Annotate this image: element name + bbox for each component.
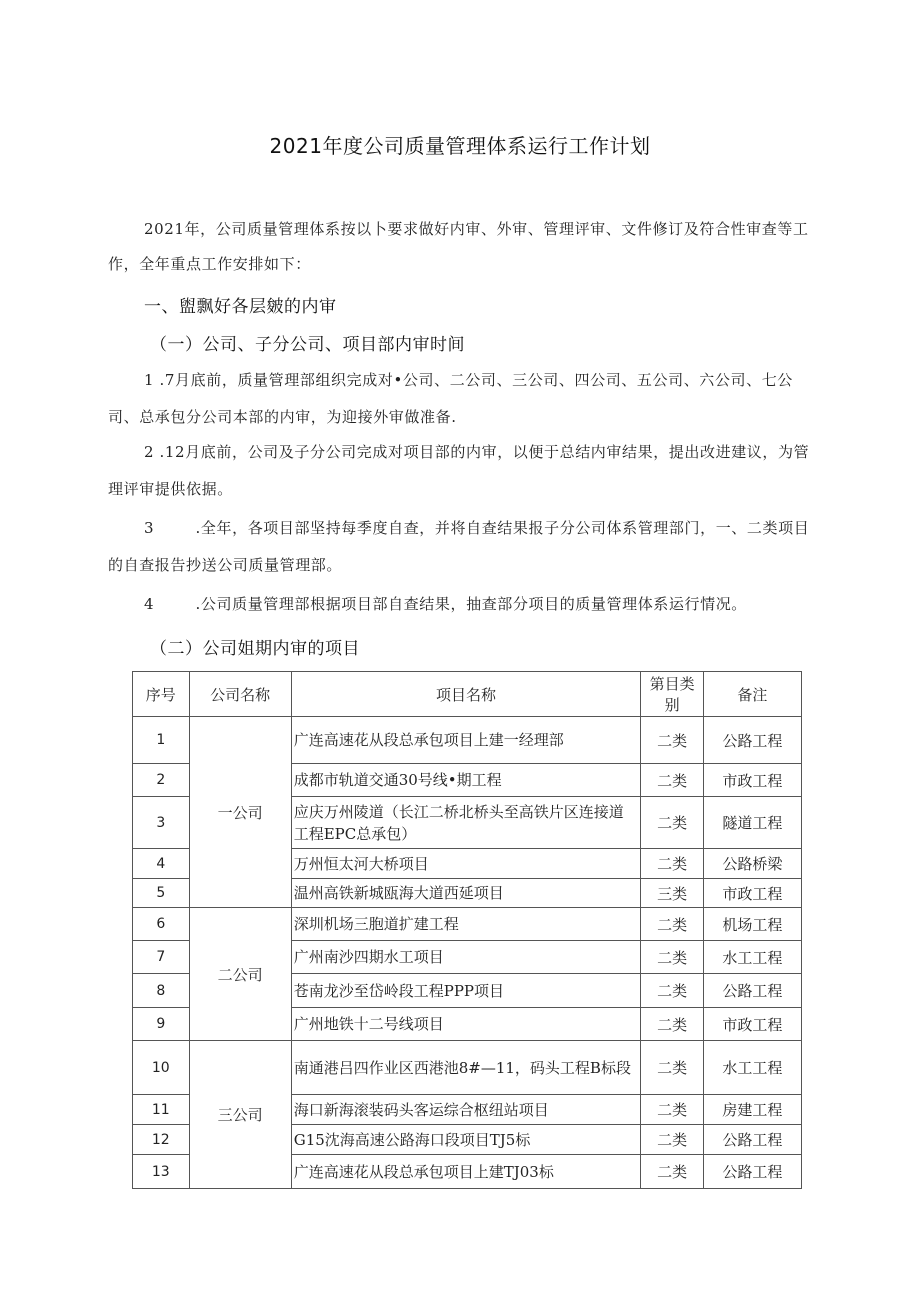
- project-category: 二类: [641, 941, 704, 974]
- row-no: 9: [133, 1008, 190, 1041]
- list-item-text: .12月底前，公司及子分公司完成对项目部的内审，以便于总结内审结果，提出改进建议，为管理评审提供依据。: [108, 443, 810, 498]
- page-title: 2021年度公司质量管理体系运行工作计划: [269, 134, 651, 158]
- row-no: 8: [133, 974, 190, 1008]
- project-category: 二类: [641, 849, 704, 879]
- project-name: 广连高速花从段总承包项目上建TJ03标: [291, 1155, 641, 1189]
- project-note: 机场工程: [703, 908, 801, 941]
- project-category: 二类: [641, 908, 704, 941]
- list-item: [108, 362, 818, 436]
- list-item-number: 4: [144, 595, 155, 613]
- project-note: 水工工程: [703, 941, 801, 974]
- project-name: 广州地铁十二号线项目: [291, 1008, 641, 1041]
- project-name: 海口新海滚装码头客运综合枢纽站项目: [291, 1095, 641, 1125]
- project-name: 广连高速花从段总承包项目上建一经理部: [291, 717, 641, 764]
- project-category: 二类: [641, 797, 704, 849]
- row-no: 7: [133, 941, 190, 974]
- row-no: 3: [133, 797, 190, 849]
- company-cell: 一公司: [189, 717, 291, 908]
- row-no: 12: [133, 1125, 190, 1155]
- header-project: 项目名称: [291, 672, 641, 717]
- project-name: 应庆万州陵道（长江二桥北桥头至高铁片区连接道工程EPC总承包）: [291, 797, 641, 849]
- project-category: 二类: [641, 1155, 704, 1189]
- row-no: 4: [133, 849, 190, 879]
- audit-project-table: [132, 671, 802, 1189]
- header-note: 备注: [703, 672, 801, 717]
- row-no: 1: [133, 717, 190, 764]
- project-name: G15沈海高速公路海口段项目TJ5标: [291, 1125, 641, 1155]
- project-category: 三类: [641, 879, 704, 908]
- list-item-text: .全年，各项目部坚持每季度自查，并将自查结果报子分公司体系管理部门，一、二类项目的自查报告抄送公司质量管理部。: [108, 519, 810, 574]
- subsection-heading-1: （一）公司、子分公司、项目部内审时间: [150, 335, 465, 355]
- project-category: 二类: [641, 1095, 704, 1125]
- subsection-heading-2: （二）公司姐期内审的项目: [150, 639, 360, 659]
- list-item-number: 1: [144, 371, 155, 389]
- project-name: 苍南龙沙至岱岭段工程PPP项目: [291, 974, 641, 1008]
- header-category: 第目类别: [641, 672, 704, 717]
- list-item-number: 2: [144, 443, 155, 461]
- project-category: 二类: [641, 1008, 704, 1041]
- header-no: 序号: [133, 672, 190, 717]
- project-name: 成都市轨道交通30号线•期工程: [291, 764, 641, 797]
- row-no: 5: [133, 879, 190, 908]
- intro-paragraph: 2021年，公司质量管理体系按以卜要求做好内审、外审、管理评审、文件修订及符合性审查等工作，全年重点工作安排如下：: [108, 220, 809, 273]
- row-no: 10: [133, 1041, 190, 1095]
- project-note: 市政工程: [703, 879, 801, 908]
- header-company: 公司名称: [189, 672, 291, 717]
- company-cell: 二公司: [189, 908, 291, 1041]
- project-name: 万州恒太河大桥项目: [291, 849, 641, 879]
- table-header-row: [133, 672, 802, 717]
- project-category: 二类: [641, 974, 704, 1008]
- project-note: 公路工程: [703, 717, 801, 764]
- section-heading-1: 一、盥飘好各层皴的内审: [144, 297, 337, 317]
- project-note: 房建工程: [703, 1095, 801, 1125]
- project-note: 市政工程: [703, 764, 801, 797]
- row-no: 2: [133, 764, 190, 797]
- list-item: [108, 586, 818, 623]
- table-row: [133, 717, 802, 764]
- project-category: 二类: [641, 1041, 704, 1095]
- project-note: 市政工程: [703, 1008, 801, 1041]
- project-name: 温州高铁新城瓯海大道西延项目: [291, 879, 641, 908]
- project-note: 水工工程: [703, 1041, 801, 1095]
- project-note: 隧道工程: [703, 797, 801, 849]
- table-row: [133, 908, 802, 941]
- project-note: 公路工程: [703, 1125, 801, 1155]
- project-note: 公路工程: [703, 1155, 801, 1189]
- project-name: 深圳机场三胞道扩建工程: [291, 908, 641, 941]
- project-category: 二类: [641, 764, 704, 797]
- company-cell: 三公司: [189, 1041, 291, 1189]
- project-name: 南通港吕四作业区西港池8#—11，码头工程B标段: [291, 1041, 641, 1095]
- project-note: 公路桥梁: [703, 849, 801, 879]
- row-no: 6: [133, 908, 190, 941]
- list-item-text: .公司质量管理部根据项目部自查结果，抽查部分项目的质量管理体系运行情况。: [195, 595, 747, 613]
- list-item: [108, 434, 818, 508]
- project-note: 公路工程: [703, 974, 801, 1008]
- project-name: 广州南沙四期水工项目: [291, 941, 641, 974]
- table-row: [133, 1041, 802, 1095]
- list-item-text: .7月底前，质量管理部组织完成对•公司、二公司、三公司、四公司、五公司、六公司、七公司、总承包分公司本部的内审，为迎接外审做准备.: [108, 371, 793, 426]
- project-category: 二类: [641, 1125, 704, 1155]
- list-item-number: 3: [144, 519, 155, 537]
- list-item: [108, 510, 818, 584]
- row-no: 11: [133, 1095, 190, 1125]
- project-category: 二类: [641, 717, 704, 764]
- row-no: 13: [133, 1155, 190, 1189]
